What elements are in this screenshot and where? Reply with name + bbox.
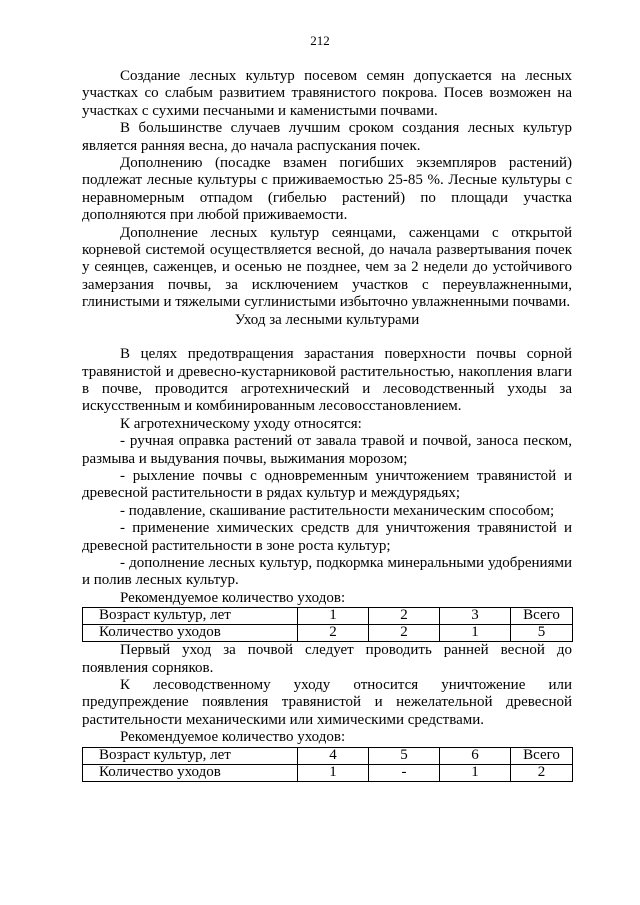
table-cell: 4 bbox=[298, 747, 369, 764]
table2-caption: Рекомендуемое количество уходов: bbox=[120, 729, 346, 746]
table-row bbox=[83, 764, 573, 781]
paragraph-care-purpose: В целях предотвращения зарастания поверхности почвы сорной травянистой и древесно-кустарниковой растительностью, накопления влаги в почве, проводится агротехнический и лесоводственный уходы за искусственным и комбинированным лесовосстановлением. bbox=[82, 346, 572, 415]
table-cell: Количество уходов bbox=[83, 625, 298, 642]
table-cell: 5 bbox=[511, 625, 573, 642]
table-cell: 2 bbox=[369, 608, 440, 625]
list-item-loosening: - рыхление почвы с одновременным уничтожением травянистой и древесной растительности в рядах культур и междурядьях; bbox=[82, 467, 572, 502]
table-cell: - bbox=[369, 764, 440, 781]
paragraph-seedlings: Дополнение лесных культур сеянцами, саженцами с открытой корневой системой осуществляется весной, до начала развертывания почек у сеянцев, саженцев, и осенью не позднее, чем за 2 недели до устойчивого замерзания почвы, за исключением участков с переувлажненными, глинистыми и тяжелыми суглинистыми избыточно увлажненными почвами. bbox=[82, 224, 572, 311]
paragraph-sowing: Создание лесных культур посевом семян допускается на лесных участках со слабым развитием травянистого покрова. Посев возможен на участках с сухими песчаными и каменистыми почвами. bbox=[82, 68, 572, 119]
section-heading: Уход за лесными культурами bbox=[234, 311, 420, 328]
table-cell: 1 bbox=[298, 764, 369, 781]
table-cell: 5 bbox=[369, 747, 440, 764]
table1-caption: Рекомендуемое количество уходов: bbox=[120, 589, 346, 606]
table-cell: 1 bbox=[440, 764, 511, 781]
table-row bbox=[83, 608, 573, 625]
table-cell: Возраст культур, лет bbox=[83, 747, 298, 764]
care-table-silvicultural bbox=[82, 747, 573, 782]
table-cell: 1 bbox=[440, 625, 511, 642]
care-table-agrotech bbox=[82, 607, 573, 642]
list-item-chemical: - применение химических средств для уничтожения травянистой и древесной растительности в зоне роста культур; bbox=[82, 520, 572, 554]
table-row bbox=[83, 747, 573, 764]
table-cell: 3 bbox=[440, 608, 511, 625]
paragraph-agrotech-intro: К агротехническому уходу относятся: bbox=[120, 415, 362, 432]
page-number: 212 bbox=[310, 33, 330, 48]
table-cell: Всего bbox=[511, 608, 573, 625]
paragraph-timing: В большинстве случаев лучшим сроком создания лесных культур является ранняя весна, до начала распускания почек. bbox=[82, 120, 572, 154]
table-cell: 1 bbox=[298, 608, 369, 625]
table-cell: Возраст культур, лет bbox=[83, 608, 298, 625]
table-row bbox=[83, 625, 573, 642]
table-cell: 6 bbox=[440, 747, 511, 764]
document-body bbox=[82, 68, 572, 782]
paragraph-supplementing: Дополнению (посадке взамен погибших экземпляров растений) подлежат лесные культуры с приживаемостью 25-85 %. Лесные культуры с неравномерным отпадом (гибелью растений) по площади участка дополняются при любой приживаемости. bbox=[82, 155, 572, 224]
list-item-mowing: - подавление, скашивание растительности механическим способом; bbox=[120, 502, 555, 519]
table-cell: 2 bbox=[298, 625, 369, 642]
paragraph-first-care: Первый уход за почвой следует проводить ранней весной до появления сорняков. bbox=[82, 642, 572, 676]
table-cell: 2 bbox=[369, 625, 440, 642]
paragraph-silvicultural: К лесоводственному уходу относится уничтожение или предупреждение появления травянистой и нежелательной древесной растительности механическими или химическими средствами. bbox=[82, 677, 572, 728]
table-cell: Количество уходов bbox=[83, 764, 298, 781]
table-cell: Всего bbox=[511, 747, 573, 764]
list-item-manual: - ручная оправка растений от завала травой и почвой, заноса песком, размыва и выдувания почвы, выжимания морозом; bbox=[82, 433, 572, 467]
table-cell: 2 bbox=[511, 764, 573, 781]
list-item-fertilizing: - дополнение лесных культур, подкормка минеральными удобрениями и полив лесных культур. bbox=[82, 554, 572, 589]
